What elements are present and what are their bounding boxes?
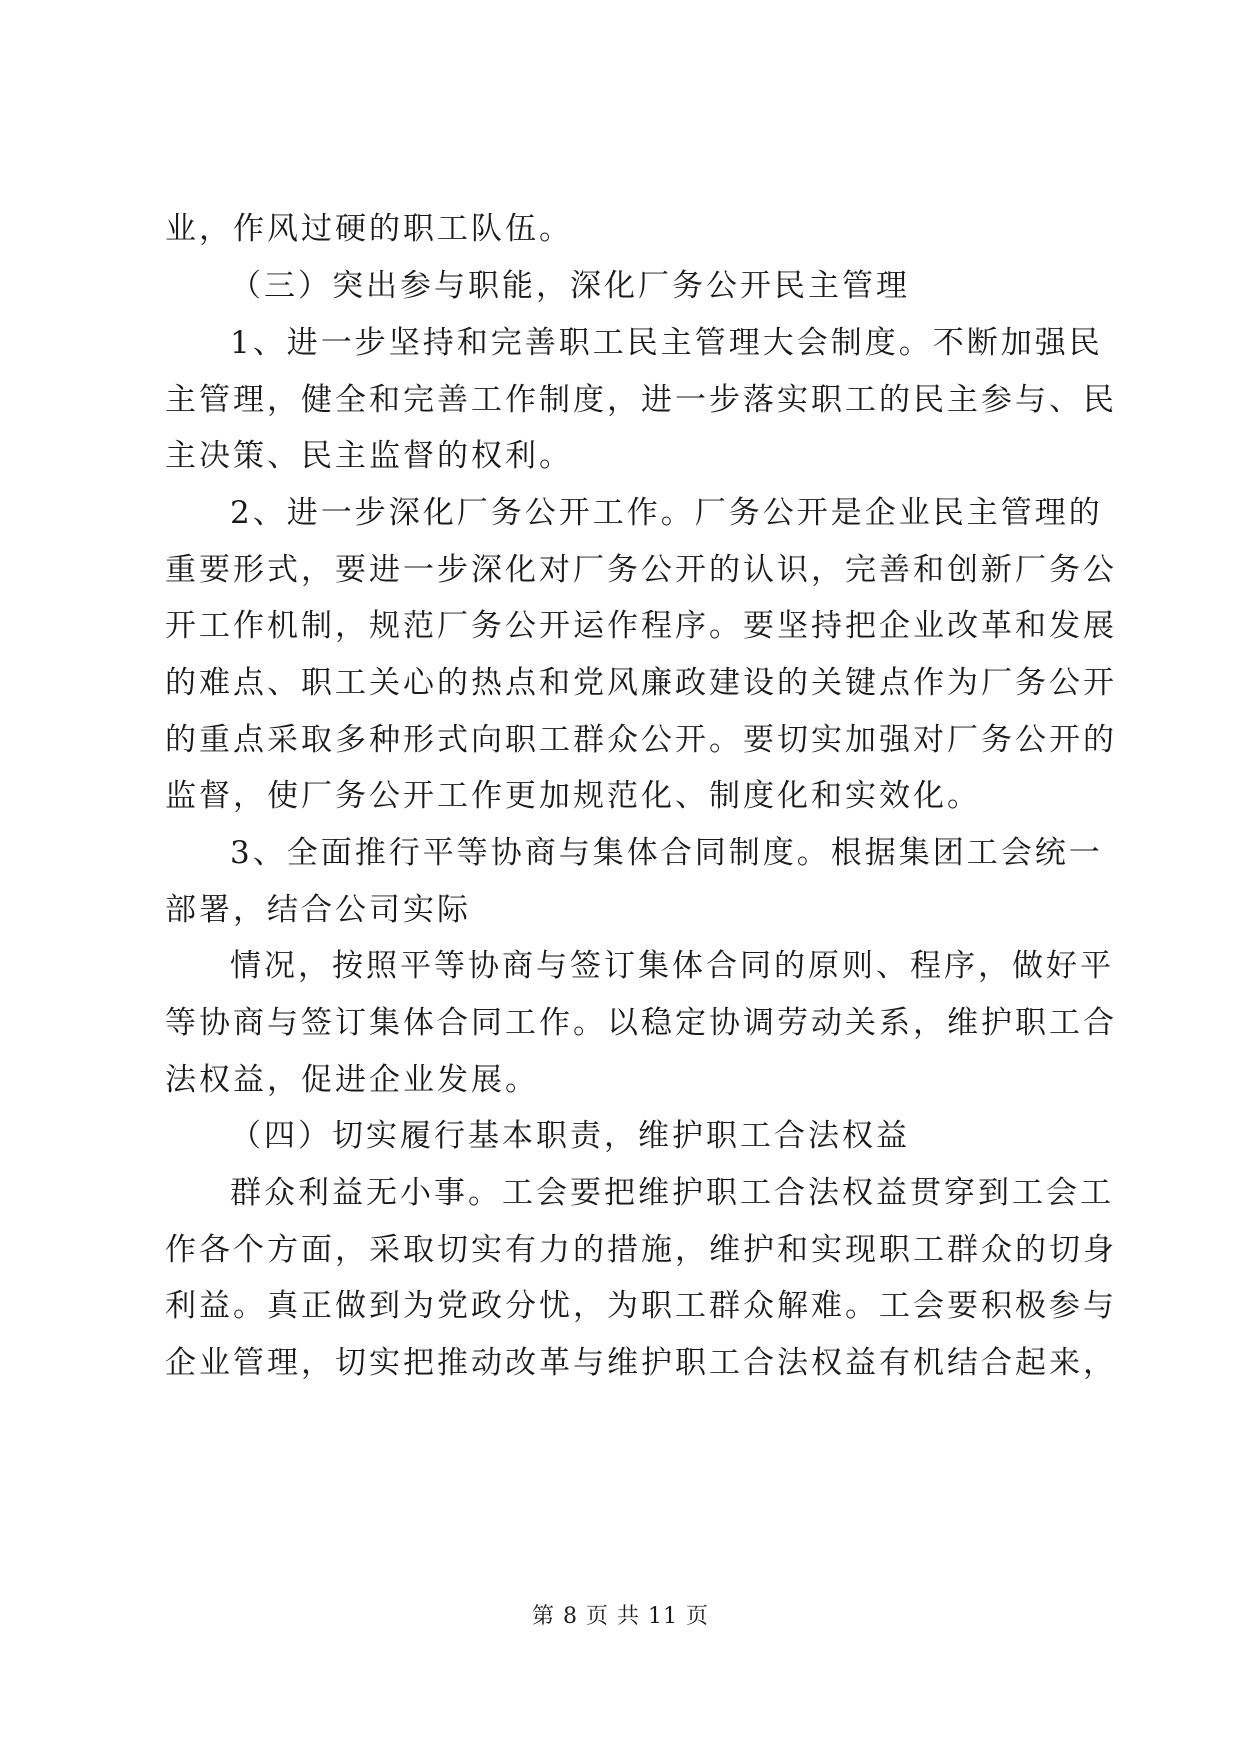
text-line: 等协商与签订集体合同工作。以稳定协调劳动关系，维护职工合: [165, 1005, 1117, 1041]
text-line: 业，作风过硬的职工队伍。: [165, 211, 573, 247]
section-heading: （三）突出参与职能，深化厂务公开民主管理: [230, 268, 910, 304]
text-line: 1、进一步坚持和完善职工民主管理大会制度。不断加强民: [230, 325, 1103, 361]
text-line: 部署，结合公司实际: [165, 892, 471, 928]
text-line: 情况，按照平等协商与签订集体合同的原则、程序，做好平: [230, 948, 1114, 984]
text-line: 主决策、民主监督的权利。: [165, 438, 573, 474]
text-line: 2、进一步深化厂务公开工作。厂务公开是企业民主管理的: [230, 495, 1103, 531]
text-line: 开工作机制，规范厂务公开运作程序。要坚持把企业改革和发展: [165, 608, 1117, 644]
text-line: 主管理，健全和完善工作制度，进一步落实职工的民主参与、民: [165, 382, 1117, 418]
text-line: 利益。真正做到为党政分忧，为职工群众解难。工会要积极参与: [165, 1288, 1117, 1324]
text-line: 的难点、职工关心的热点和党风廉政建设的关键点作为厂务公开: [165, 665, 1117, 701]
text-line: 法权益，促进企业发展。: [165, 1062, 539, 1098]
text-line: 企业管理，切实把推动改革与维护职工合法权益有机结合起来，: [165, 1345, 1117, 1381]
text-line: 3、全面推行平等协商与集体合同制度。根据集团工会统一: [230, 835, 1103, 871]
text-line: 的重点采取多种形式向职工群众公开。要切实加强对厂务公开的: [165, 722, 1117, 758]
text-line: 重要形式，要进一步深化对厂务公开的认识，完善和创新厂务公: [165, 552, 1117, 588]
page-number-footer: 第 8 页 共 11 页: [532, 1604, 709, 1629]
text-line: 作各个方面，采取切实有力的措施，维护和实现职工群众的切身: [165, 1232, 1117, 1268]
section-heading: （四）切实履行基本职责，维护职工合法权益: [230, 1118, 910, 1154]
text-line: 监督，使厂务公开工作更加规范化、制度化和实效化。: [165, 778, 981, 814]
text-line: 群众利益无小事。工会要把维护职工合法权益贯穿到工会工: [230, 1175, 1114, 1211]
